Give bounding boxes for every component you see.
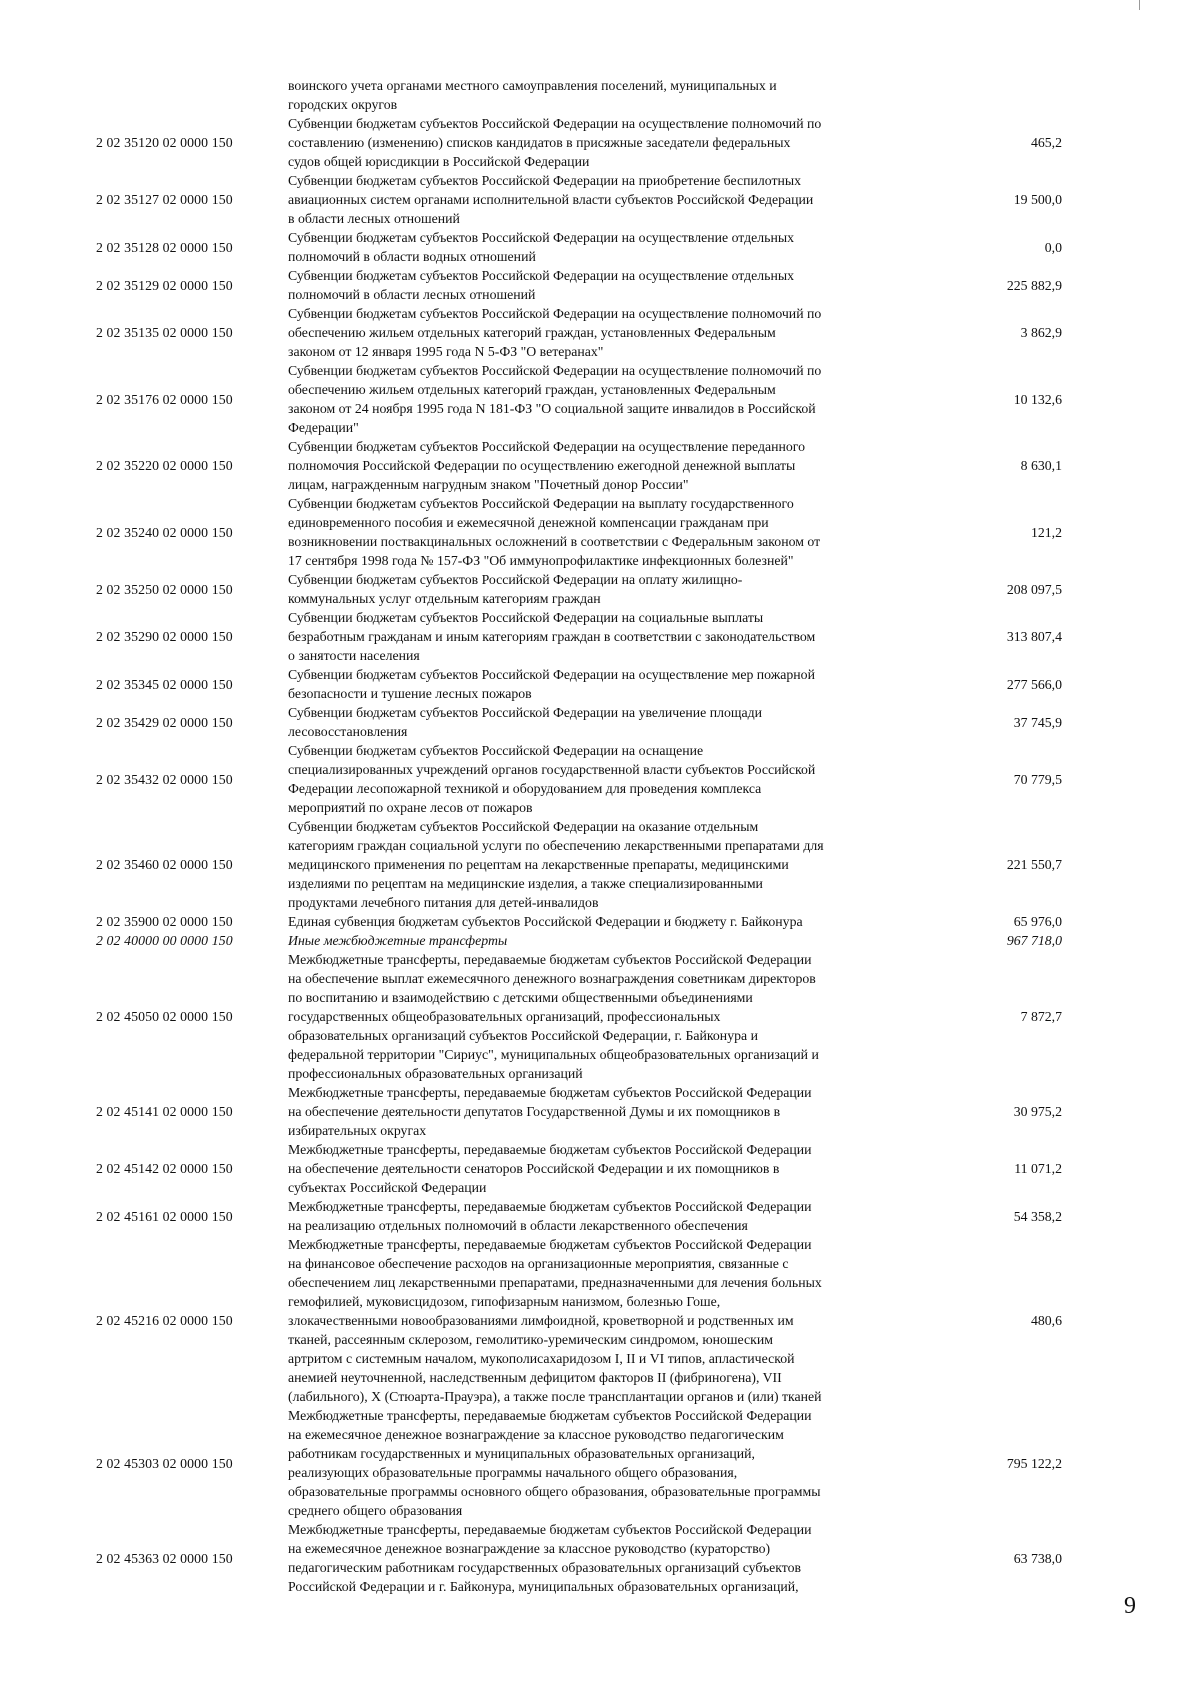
- scan-mark: [1139, 0, 1140, 10]
- row-description: [288, 665, 918, 703]
- row-description: [288, 1520, 918, 1596]
- row-description: [288, 1406, 918, 1520]
- row-description: [288, 1140, 918, 1197]
- budget-code: 2 02 35900 02 0000 150: [96, 914, 233, 929]
- description-line: коммунальных услуг отдельным категориям граждан: [288, 591, 601, 606]
- description-line: артритом с системным началом, мукополисахаридозом I, II и VI типов, апластической: [288, 1351, 795, 1366]
- amount: 121,2: [1030, 524, 1062, 540]
- row-description: [288, 1197, 918, 1235]
- description-line: законом от 12 января 1995 года N 5-ФЗ "О ветеранах": [288, 344, 604, 359]
- row-description: [288, 608, 918, 665]
- description-line: педагогическим работникам государственных образовательных организаций субъектов: [288, 1560, 802, 1575]
- description-line: Субвенции бюджетам субъектов Российской Федерации на осуществление полномочий по: [288, 306, 822, 321]
- budget-code: 2 02 35120 02 0000 150: [96, 135, 233, 150]
- budget-code: 2 02 45363 02 0000 150: [96, 1550, 233, 1566]
- budget-code: 2 02 45050 02 0000 150: [96, 1009, 233, 1024]
- description-line: Субвенции бюджетам субъектов Российской Федерации на оплату жилищно-: [288, 572, 743, 587]
- amount: 967 718,0: [1006, 933, 1062, 948]
- amount: 225 882,9: [1006, 277, 1062, 293]
- description-line: мероприятий по охране лесов от пожаров: [288, 800, 533, 815]
- budget-code: 2 02 35129 02 0000 150: [96, 277, 233, 293]
- page-number: 9: [1124, 1593, 1136, 1619]
- description-line: Субвенции бюджетам субъектов Российской Федерации на выплату государственного: [288, 496, 794, 511]
- table-row: [92, 1197, 1092, 1235]
- table-row: [92, 76, 1092, 114]
- table-row: [92, 817, 1092, 912]
- row-description: [288, 1235, 918, 1406]
- description-line: по воспитанию и взаимодействию с детскими общественными объединениями: [288, 990, 753, 1005]
- description-line: тканей, рассеянным склерозом, гемолитико-уремическим синдромом, юношеским: [288, 1332, 773, 1347]
- row-description: [288, 171, 918, 228]
- description-line: Субвенции бюджетам субъектов Российской Федерации на осуществление отдельных: [288, 230, 795, 245]
- description-line: полномочия Российской Федерации по осуществлению ежегодной денежной выплаты: [288, 458, 796, 473]
- amount: 10 132,6: [1013, 391, 1062, 407]
- description-line: Субвенции бюджетам субъектов Российской Федерации на осуществление полномочий по: [288, 116, 822, 131]
- amount: 277 566,0: [1006, 676, 1062, 692]
- amount: 37 745,9: [1013, 714, 1062, 730]
- row-description: [288, 437, 918, 494]
- budget-code: 2 02 45161 02 0000 150: [96, 1208, 233, 1224]
- description-line: законом от 24 ноября 1995 года N 181-ФЗ "О социальной защите инвалидов в Российской: [288, 401, 816, 416]
- row-description: [288, 817, 918, 912]
- description-line: категориям граждан социальной услуги по обеспечению лекарственными препаратами для: [288, 838, 824, 853]
- description-line: работникам государственных и муниципальных образовательных организаций,: [288, 1446, 755, 1461]
- description-line: Иные межбюджетные трансферты: [288, 933, 508, 948]
- budget-code: 2 02 35176 02 0000 150: [96, 391, 233, 407]
- row-description: [288, 950, 918, 1083]
- description-line: реализующих образовательные программы начального общего образования,: [288, 1465, 738, 1480]
- description-line: Межбюджетные трансферты, передаваемые бюджетам субъектов Российской Федерации: [288, 1199, 812, 1214]
- description-line: авиационных систем органами исполнительной власти субъектов Российской Федерации: [288, 192, 814, 207]
- description-line: обеспечением лиц лекарственными препаратами, предназначенными для лечения больных: [288, 1275, 822, 1290]
- table-row: [92, 741, 1092, 817]
- description-line: Федерации": [288, 420, 359, 435]
- table-row: [92, 950, 1092, 1083]
- description-line: на ежемесячное денежное вознаграждение за классное руководство (кураторство): [288, 1541, 771, 1556]
- description-line: лесовосстановления: [288, 724, 408, 739]
- table-row: [92, 931, 1092, 950]
- row-description: [288, 361, 918, 437]
- amount: 8 630,1: [1020, 458, 1062, 473]
- table-row: [92, 1235, 1092, 1406]
- amount: 63 738,0: [1013, 1550, 1062, 1566]
- description-line: Межбюджетные трансферты, передаваемые бюджетам субъектов Российской Федерации: [288, 952, 812, 967]
- table-row: [92, 1406, 1092, 1520]
- description-line: на обеспечение деятельности сенаторов Российской Федерации и их помощников в: [288, 1161, 780, 1176]
- amount: 70 779,5: [1013, 771, 1062, 787]
- budget-code: 2 02 35135 02 0000 150: [96, 325, 233, 340]
- description-line: злокачественными новообразованиями лимфоидной, кроветворной и родственных им: [288, 1313, 794, 1328]
- budget-code: 2 02 35220 02 0000 150: [96, 458, 233, 473]
- description-line: Субвенции бюджетам субъектов Российской Федерации на оснащение: [288, 743, 704, 758]
- table-row: [92, 171, 1092, 228]
- table-row: [92, 570, 1092, 608]
- row-description: [288, 1083, 918, 1140]
- row-description: [288, 570, 918, 608]
- description-line: на финансовое обеспечение расходов на организационные мероприятия, связанные с: [288, 1256, 789, 1271]
- description-line: субъектах Российской Федерации: [288, 1180, 487, 1195]
- description-line: среднего общего образования: [288, 1503, 463, 1518]
- budget-code: 2 02 45141 02 0000 150: [96, 1104, 233, 1119]
- description-line: образовательных организаций субъектов Российской Федерации, г. Байконура и: [288, 1028, 758, 1043]
- table-row: [92, 114, 1092, 171]
- amount: 30 975,2: [1013, 1104, 1062, 1119]
- amount: 19 500,0: [1013, 192, 1062, 207]
- amount: 7 872,7: [1020, 1009, 1062, 1024]
- budget-code: 2 02 45303 02 0000 150: [96, 1455, 233, 1471]
- budget-code: 2 02 40000 00 0000 150: [96, 933, 233, 948]
- budget-code: 2 02 35127 02 0000 150: [96, 192, 233, 207]
- budget-code: 2 02 35460 02 0000 150: [96, 857, 233, 872]
- description-line: Российской Федерации и г. Байконура, муниципальных образовательных организаций,: [288, 1579, 799, 1594]
- row-description: [288, 912, 918, 931]
- description-line: Межбюджетные трансферты, передаваемые бюджетам субъектов Российской Федерации: [288, 1522, 812, 1537]
- amount: 465,2: [1030, 135, 1062, 150]
- description-line: Единая субвенция бюджетам субъектов Российской Федерации и бюджету г. Байконура: [288, 914, 803, 929]
- amount: 11 071,2: [1014, 1161, 1062, 1176]
- description-line: гемофилией, муковисцидозом, гипофизарным нанизмом, болезнью Гоше,: [288, 1294, 721, 1309]
- row-description: [288, 931, 918, 950]
- description-line: Субвенции бюджетам субъектов Российской Федерации на осуществление полномочий по: [288, 363, 822, 378]
- description-line: судов общей юрисдикции в Российской Федерации: [288, 154, 590, 169]
- table-row: [92, 228, 1092, 266]
- description-line: Субвенции бюджетам субъектов Российской Федерации на осуществление переданного: [288, 439, 805, 454]
- amount: 221 550,7: [1006, 857, 1062, 872]
- row-description: [288, 741, 918, 817]
- table-row: [92, 912, 1092, 931]
- description-line: воинского учета органами местного самоуправления поселений, муниципальных и: [288, 78, 777, 93]
- row-description: [288, 76, 918, 114]
- description-line: в области лесных отношений: [288, 211, 460, 226]
- amount: 480,6: [1030, 1313, 1062, 1328]
- description-line: Межбюджетные трансферты, передаваемые бюджетам субъектов Российской Федерации: [288, 1085, 812, 1100]
- table-row: [92, 608, 1092, 665]
- budget-code: 2 02 35128 02 0000 150: [96, 239, 233, 255]
- row-description: [288, 266, 918, 304]
- description-line: Субвенции бюджетам субъектов Российской Федерации на увеличение площади: [288, 705, 763, 720]
- row-description: [288, 304, 918, 361]
- description-line: Межбюджетные трансферты, передаваемые бюджетам субъектов Российской Федерации: [288, 1408, 812, 1423]
- table-row: [92, 266, 1092, 304]
- row-description: [288, 703, 918, 741]
- budget-code: 2 02 35432 02 0000 150: [96, 771, 233, 787]
- description-line: составлению (изменению) списков кандидатов в присяжные заседатели федеральных: [288, 135, 791, 150]
- description-line: анемией неуточненной, наследственным дефицитом факторов II (фибриногена), VII: [288, 1370, 782, 1385]
- budget-code: 2 02 35429 02 0000 150: [96, 714, 233, 730]
- amount: 0,0: [1044, 239, 1062, 255]
- description-line: Субвенции бюджетам субъектов Российской Федерации на осуществление мер пожарной: [288, 667, 815, 682]
- description-line: Субвенции бюджетам субъектов Российской Федерации на оказание отдельным: [288, 819, 759, 834]
- description-line: на реализацию отдельных полномочий в области лекарственного обеспечения: [288, 1218, 748, 1233]
- budget-table: [92, 76, 1092, 1596]
- amount: 65 976,0: [1013, 914, 1062, 929]
- description-line: продуктами лечебного питания для детей-инвалидов: [288, 895, 599, 910]
- row-description: [288, 114, 918, 171]
- description-line: федеральной территории "Сириус", муниципальных общеобразовательных организаций и: [288, 1047, 819, 1062]
- table-row: [92, 703, 1092, 741]
- description-line: Федерации лесопожарной техникой и оборудованием для проведения комплекса: [288, 781, 762, 796]
- amount: 208 097,5: [1006, 581, 1062, 597]
- description-line: Субвенции бюджетам субъектов Российской Федерации на осуществление отдельных: [288, 268, 795, 283]
- description-line: избирательных округах: [288, 1123, 427, 1138]
- description-line: городских округов: [288, 97, 398, 112]
- budget-code: 2 02 35240 02 0000 150: [96, 524, 233, 540]
- description-line: на обеспечение деятельности депутатов Государственной Думы и их помощников в: [288, 1104, 781, 1119]
- description-line: 17 сентября 1998 года № 157-ФЗ "Об иммунопрофилактике инфекционных болезней": [288, 553, 794, 568]
- description-line: о занятости населения: [288, 648, 420, 663]
- budget-code: 2 02 45142 02 0000 150: [96, 1161, 233, 1176]
- table-row: [92, 361, 1092, 437]
- description-line: профессиональных образовательных организаций: [288, 1066, 583, 1081]
- amount: 313 807,4: [1006, 629, 1062, 644]
- table-row: [92, 1140, 1092, 1197]
- table-row: [92, 304, 1092, 361]
- table-row: [92, 1520, 1092, 1596]
- table-row: [92, 665, 1092, 703]
- description-line: полномочий в области водных отношений: [288, 249, 536, 264]
- description-line: медицинского применения по рецептам на лекарственные препараты, медицинскими: [288, 857, 789, 872]
- table-row: [92, 494, 1092, 570]
- description-line: Субвенции бюджетам субъектов Российской Федерации на приобретение беспилотных: [288, 173, 802, 188]
- budget-code: 2 02 35290 02 0000 150: [96, 629, 233, 644]
- row-description: [288, 494, 918, 570]
- description-line: Субвенции бюджетам субъектов Российской Федерации на социальные выплаты: [288, 610, 764, 625]
- table-row: [92, 437, 1092, 494]
- description-line: полномочий в области лесных отношений: [288, 287, 536, 302]
- description-line: изделиями по рецептам на медицинские изделия, а также специализированными: [288, 876, 763, 891]
- description-line: обеспечению жильем отдельных категорий граждан, установленных Федеральным: [288, 382, 776, 397]
- table-row: [92, 1083, 1092, 1140]
- amount: 795 122,2: [1006, 1455, 1062, 1471]
- amount: 3 862,9: [1020, 325, 1062, 340]
- budget-code: 2 02 35345 02 0000 150: [96, 676, 233, 692]
- description-line: лицам, награжденным нагрудным знаком "Почетный донор России": [288, 477, 689, 492]
- description-line: безопасности и тушение лесных пожаров: [288, 686, 532, 701]
- description-line: единовременного пособия и ежемесячной денежной компенсации гражданам при: [288, 515, 769, 530]
- row-description: [288, 228, 918, 266]
- description-line: возникновении поствакцинальных осложнений в соответствии с Федеральным законом от: [288, 534, 821, 549]
- description-line: Межбюджетные трансферты, передаваемые бюджетам субъектов Российской Федерации: [288, 1237, 812, 1252]
- description-line: образовательные программы основного общего образования, образовательные программы: [288, 1484, 821, 1499]
- budget-code: 2 02 45216 02 0000 150: [96, 1313, 233, 1328]
- description-line: обеспечению жильем отдельных категорий граждан, установленных Федеральным: [288, 325, 776, 340]
- budget-code: 2 02 35250 02 0000 150: [96, 581, 233, 597]
- description-line: (лабильного), X (Стюарта-Прауэра), а также после трансплантации органов и (или) тканей: [288, 1389, 822, 1404]
- description-line: Межбюджетные трансферты, передаваемые бюджетам субъектов Российской Федерации: [288, 1142, 812, 1157]
- description-line: государственных общеобразовательных организаций, профессиональных: [288, 1009, 721, 1024]
- description-line: безработным гражданам и иным категориям граждан в соответствии с законодательством: [288, 629, 816, 644]
- description-line: специализированных учреждений органов государственной власти субъектов Российской: [288, 762, 816, 777]
- description-line: на обеспечение выплат ежемесячного денежного вознаграждения советникам директоров: [288, 971, 816, 986]
- description-line: на ежемесячное денежное вознаграждение за классное руководство педагогическим: [288, 1427, 784, 1442]
- amount: 54 358,2: [1013, 1208, 1062, 1224]
